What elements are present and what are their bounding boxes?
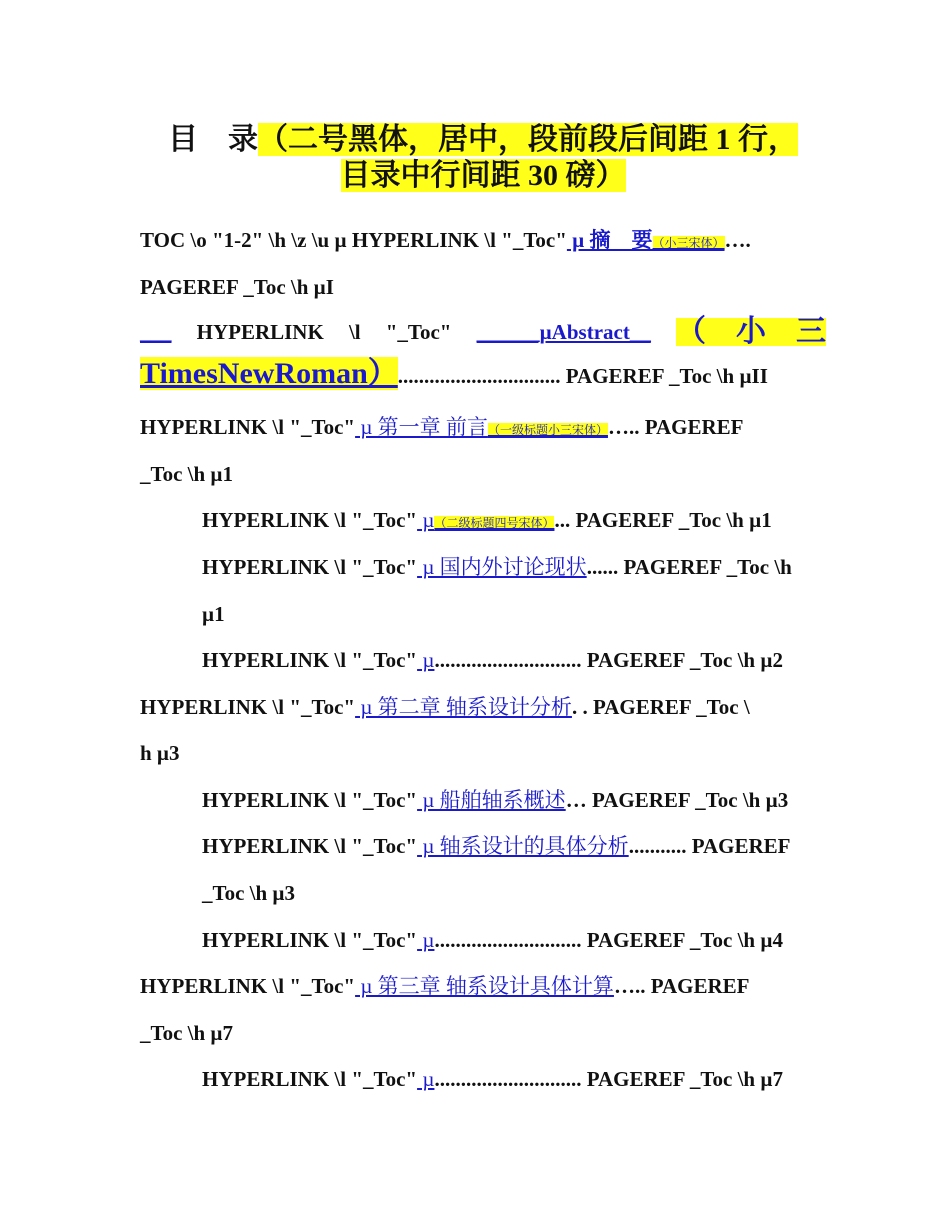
title-char-2: 录 (228, 123, 258, 156)
field-code: HYPERLINK \l "_Toc" (140, 974, 356, 998)
underline-lead: ___ (140, 320, 172, 344)
leader-dots: ............................ PAGEREF _Toc \h µ7 (434, 1067, 783, 1091)
toc-entry-section (202, 553, 826, 581)
leader-dots: ….. PAGEREF (613, 974, 750, 998)
field-code: HYPERLINK \l "_Toc" (346, 228, 567, 252)
title-format-note-line2: 目录中行间距 30 磅） (340, 159, 626, 192)
toc-link-chapter3[interactable]: µ 第三章 轴系设计具体计算 (355, 974, 614, 998)
leader-dots: ... PAGEREF _Toc \h µ1 (554, 508, 772, 532)
toc-link-abstract-cn[interactable]: µ 摘 要（小三宋体） (566, 228, 725, 252)
toc-entry-section (202, 786, 826, 814)
field-code: HYPERLINK \l "_Toc" (202, 928, 418, 952)
format-note: （一级标题小三宋体） (487, 423, 608, 437)
toc-entry-section (202, 646, 826, 674)
pageref-text: PAGEREF _Toc \h µI (140, 275, 334, 299)
toc-link-status[interactable]: µ 国内外讨论现状 (417, 555, 587, 579)
toc-link-font-note[interactable]: TimesNewRoman） (140, 357, 398, 390)
field-code: \l (348, 320, 361, 344)
field-code: TOC \o "1-2" \h \z \u µ (140, 228, 347, 252)
toc-pageref (140, 460, 826, 488)
format-note: （二级标题四号宋体） (434, 516, 555, 530)
toc-entry-section (202, 832, 826, 860)
leader-dots: … PAGEREF _Toc \h µ3 (565, 788, 789, 812)
leader-dots: . . PAGEREF _Toc \ (571, 695, 750, 719)
toc-pageref (202, 879, 826, 907)
field-code: HYPERLINK \l "_Toc" (202, 508, 418, 532)
leader-dots: ............................... PAGEREF _Toc \h µII (397, 364, 768, 388)
toc-pageref (140, 273, 826, 301)
toc-entry-abstract-en (140, 315, 826, 348)
pageref-text: _Toc \h µ1 (140, 462, 234, 486)
field-code: HYPERLINK \l "_Toc" (202, 1067, 418, 1091)
field-code: HYPERLINK (196, 320, 324, 344)
toc-link-section[interactable]: µ（二级标题四号宋体） (417, 508, 555, 532)
toc-entry-chapter2 (140, 693, 826, 721)
toc-title (140, 122, 826, 194)
toc-entry-abstract-en-cont (140, 357, 826, 390)
leader-dots: ............................ PAGEREF _Toc \h µ2 (434, 648, 783, 672)
toc-entry-chapter1 (140, 413, 826, 444)
toc-link-shafting-overview[interactable]: µ 船舶轴系概述 (417, 788, 566, 812)
pageref-text: h µ3 (140, 741, 180, 765)
title-char-1: 目 (168, 123, 198, 156)
field-code: "_Toc" (385, 320, 452, 344)
leader-dots: ...... PAGEREF _Toc \h (586, 555, 792, 579)
toc-link-section[interactable]: µ (417, 928, 435, 952)
field-code: HYPERLINK \l "_Toc" (140, 415, 356, 439)
field-code: HYPERLINK \l "_Toc" (202, 555, 418, 579)
format-note: （ 小 三 (675, 315, 826, 348)
toc-entry-section (202, 1065, 826, 1093)
leader-dots: ........... PAGEREF (628, 834, 791, 858)
toc-link-section[interactable]: µ (417, 648, 435, 672)
pageref-text: _Toc \h µ3 (202, 881, 296, 905)
toc-link-chapter1[interactable]: µ 第一章 前言（一级标题小三宋体） (355, 415, 608, 439)
pageref-text: µ1 (202, 602, 225, 626)
toc-pageref (202, 600, 826, 628)
field-code: HYPERLINK \l "_Toc" (140, 695, 356, 719)
leader-dots: ….. PAGEREF (607, 415, 744, 439)
toc-entry-abstract-cn (140, 226, 826, 257)
toc-link-design-analysis[interactable]: µ 轴系设计的具体分析 (417, 834, 629, 858)
field-code: HYPERLINK \l "_Toc" (202, 834, 418, 858)
toc-entry-section (202, 926, 826, 954)
field-code: HYPERLINK \l "_Toc" (202, 648, 418, 672)
toc-link-abstract-en[interactable]: ______µAbstract__ (476, 320, 651, 344)
toc-link-chapter2[interactable]: µ 第二章 轴系设计分析 (355, 695, 572, 719)
leader-dots: ............................ PAGEREF _Toc \h µ4 (434, 928, 783, 952)
toc-link-section[interactable]: µ (417, 1067, 435, 1091)
toc-entry-section (202, 506, 826, 537)
format-note: （小三宋体） (652, 236, 725, 250)
leader-dots: …. (724, 228, 751, 252)
toc-entry-chapter3 (140, 972, 826, 1000)
pageref-text: _Toc \h µ7 (140, 1021, 234, 1045)
toc-pageref (140, 739, 826, 767)
title-format-note-line1: （二号黑体，居中，段前段后间距 1 行， (258, 123, 798, 156)
field-code: HYPERLINK \l "_Toc" (202, 788, 418, 812)
toc-pageref (140, 1019, 826, 1047)
